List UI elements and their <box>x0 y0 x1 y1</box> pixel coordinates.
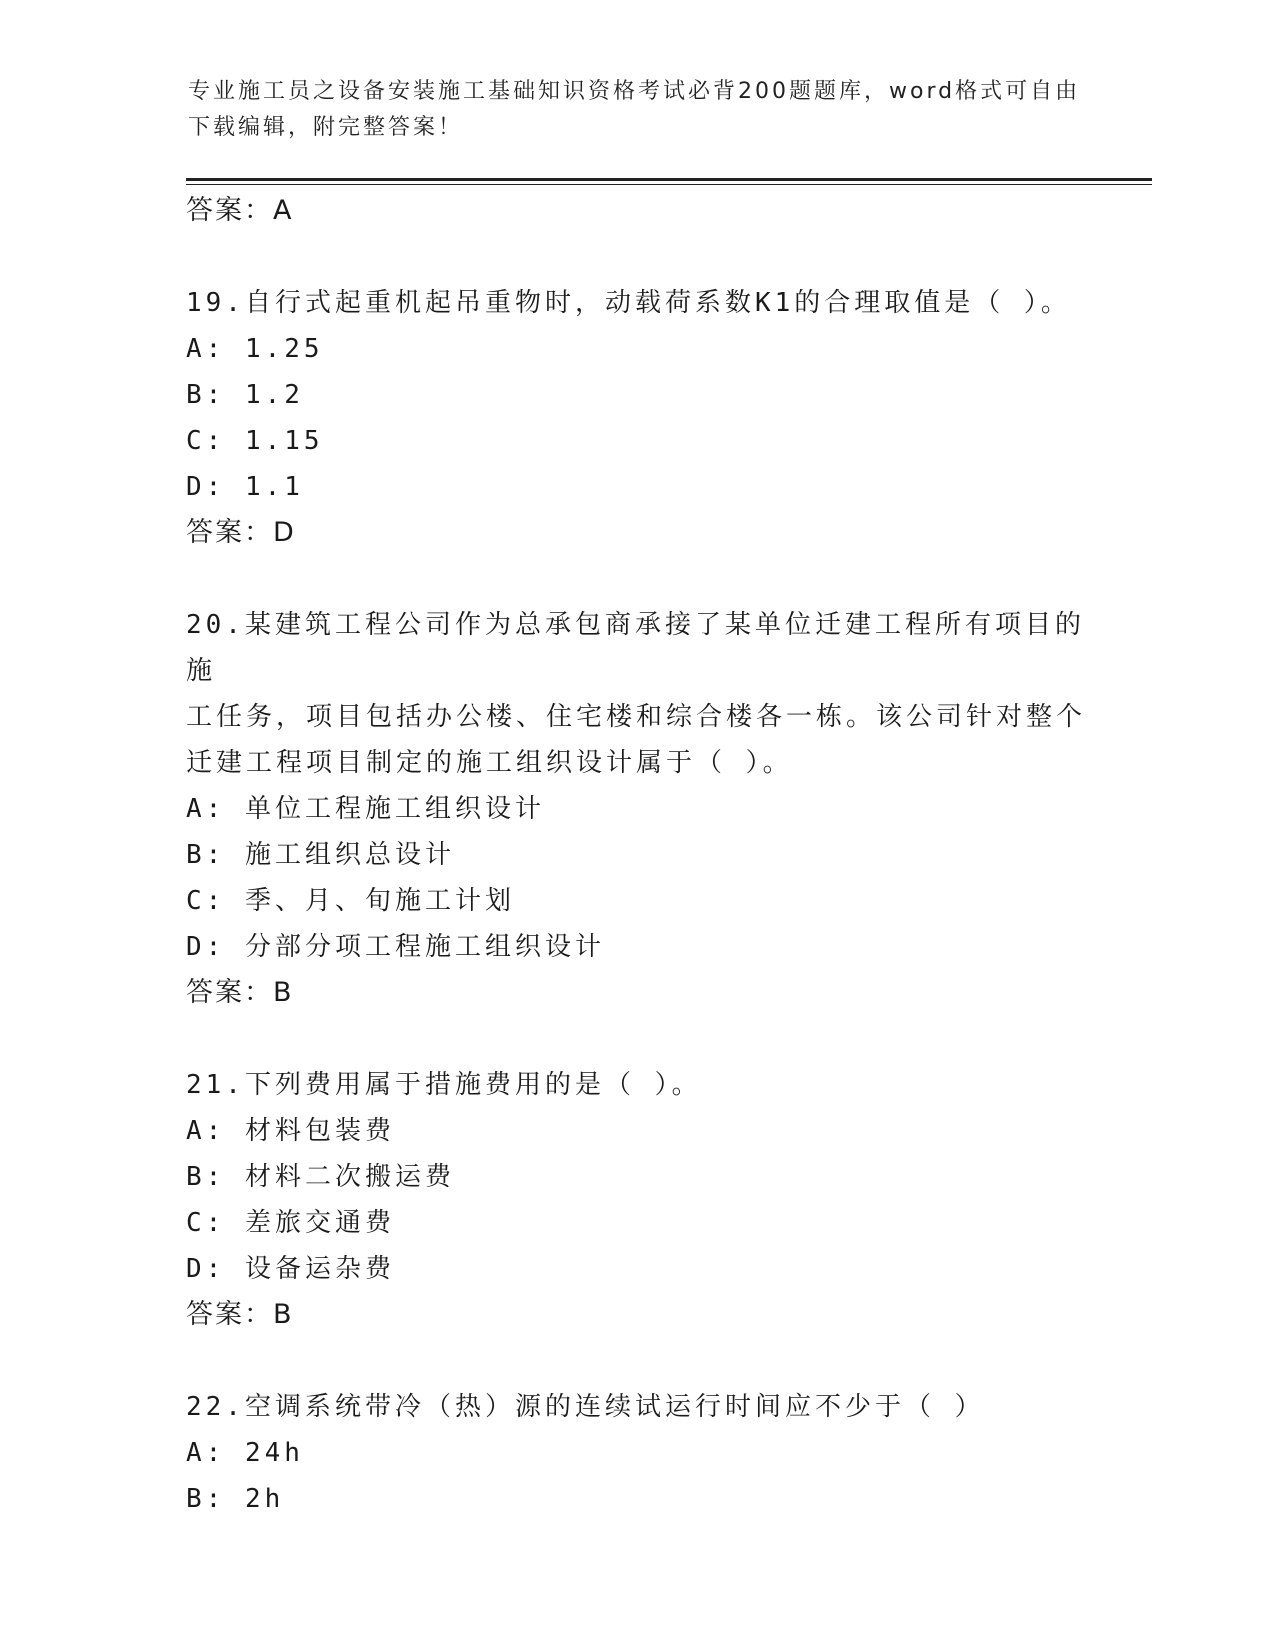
option-b: B: 施工组织总设计 <box>186 840 455 870</box>
question-22 <box>186 1384 1086 1522</box>
option-d: D: 1.1 <box>186 472 304 502</box>
answer-line: 答案：D <box>186 517 296 548</box>
option-c: C: 差旅交通费 <box>186 1208 395 1238</box>
question-19 <box>186 280 1086 556</box>
question-stem-line-2: 工任务，项目包括办公楼、住宅楼和综合楼各一栋。该公司针对整个 <box>186 702 1087 732</box>
question-stem: 21.下列费用属于措施费用的是（ ）。 <box>186 1070 702 1100</box>
header-rule <box>186 178 1152 185</box>
question-stem-line-3: 迁建工程项目制定的施工组织设计属于（ ）。 <box>186 748 793 778</box>
question-21 <box>186 1062 1086 1338</box>
option-c: C: 季、月、旬施工计划 <box>186 886 515 916</box>
question-20 <box>186 602 1086 1016</box>
document-body <box>186 188 1086 1522</box>
question-stem: 22.空调系统带冷（热）源的连续试运行时间应不少于（ ） <box>186 1392 985 1422</box>
option-b: B: 2h <box>186 1484 285 1514</box>
option-a: A: 1.25 <box>186 334 324 364</box>
option-a: A: 24h <box>186 1438 304 1468</box>
option-a: A: 材料包装费 <box>186 1116 395 1146</box>
answer-line: 答案：A <box>186 195 294 226</box>
option-c: C: 1.15 <box>186 426 324 456</box>
question-stem-line-1: 20.某建筑工程公司作为总承包商承接了某单位迁建工程所有项目的施 <box>186 610 1085 686</box>
answer-line: 答案：B <box>186 977 294 1008</box>
option-d: D: 设备运杂费 <box>186 1254 395 1284</box>
header-line-1: 专业施工员之设备安装施工基础知识资格考试必背200题题库，word格式可自由 <box>188 79 1081 104</box>
page-header <box>188 74 1088 146</box>
question-stem: 19.自行式起重机起吊重物时，动载荷系数K1的合理取值是（ ）。 <box>186 288 1071 318</box>
option-b: B: 1.2 <box>186 380 304 410</box>
option-d: D: 分部分项工程施工组织设计 <box>186 932 605 962</box>
header-line-2: 下载编辑，附完整答案！ <box>188 115 464 140</box>
option-b: B: 材料二次搬运费 <box>186 1162 455 1192</box>
option-a: A: 单位工程施工组织设计 <box>186 794 545 824</box>
answer-line: 答案：B <box>186 1299 294 1330</box>
